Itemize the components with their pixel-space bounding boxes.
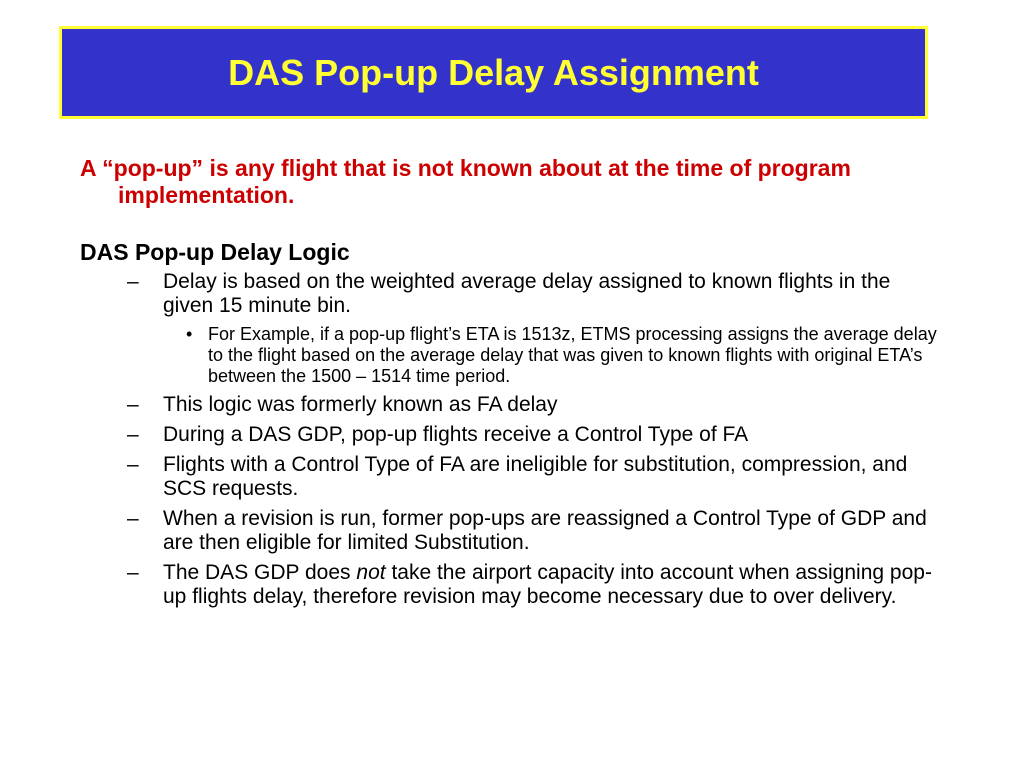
list-item-text: Flights with a Control Type of FA are ineligible for substitution, compression, and SCS requests.	[163, 453, 908, 500]
dash-marker: –	[127, 270, 139, 293]
dash-marker: –	[127, 453, 139, 476]
bullet-marker: •	[186, 324, 193, 344]
logic-list	[80, 270, 940, 609]
slide-body	[80, 155, 940, 615]
dash-marker: –	[127, 507, 139, 530]
sub-list-item	[163, 324, 940, 387]
slide-title: DAS Pop-up Delay Assignment	[228, 51, 759, 93]
text-before-emphasis: The DAS GDP does	[163, 561, 351, 584]
sub-list	[163, 324, 940, 387]
list-item-text: When a revision is run, former pop-ups are reassigned a Control Type of GDP and are then eligible for limited Substitution.	[163, 507, 927, 554]
list-item-text	[163, 561, 932, 608]
list-item-text: Delay is based on the weighted average delay assigned to known flights in the given 15 minute bin.	[163, 270, 891, 317]
list-item	[80, 393, 940, 417]
list-item	[80, 423, 940, 447]
list-item	[80, 561, 940, 609]
list-item	[80, 507, 940, 555]
list-item-text: This logic was formerly known as FA delay	[163, 393, 558, 416]
intro-text: “pop-up” is any flight that is not known about at the time of program implementation.	[102, 155, 851, 208]
section-heading: DAS Pop-up Delay Logic	[80, 239, 350, 265]
intro-paragraph	[80, 155, 940, 209]
text-after-emphasis: take the airport capacity into account when assigning pop-up flights delay, therefore revision may become necessary due to over delivery.	[163, 561, 932, 608]
list-item	[80, 270, 940, 387]
list-item-text: During a DAS GDP, pop-up flights receive a Control Type of FA	[163, 423, 749, 446]
dash-marker: –	[127, 561, 139, 584]
slide-title-box	[59, 26, 928, 119]
dash-marker: –	[127, 393, 139, 416]
intro-marker: A	[80, 155, 96, 181]
list-item	[80, 453, 940, 501]
sub-list-item-text: For Example, if a pop-up flight’s ETA is 1513z, ETMS processing assigns the average delay to the flight based on the average delay that was given to known flights with original ETA’s between the 1500 – 1514 time period.	[208, 324, 937, 386]
emphasis-text: not	[356, 561, 386, 584]
dash-marker: –	[127, 423, 139, 446]
